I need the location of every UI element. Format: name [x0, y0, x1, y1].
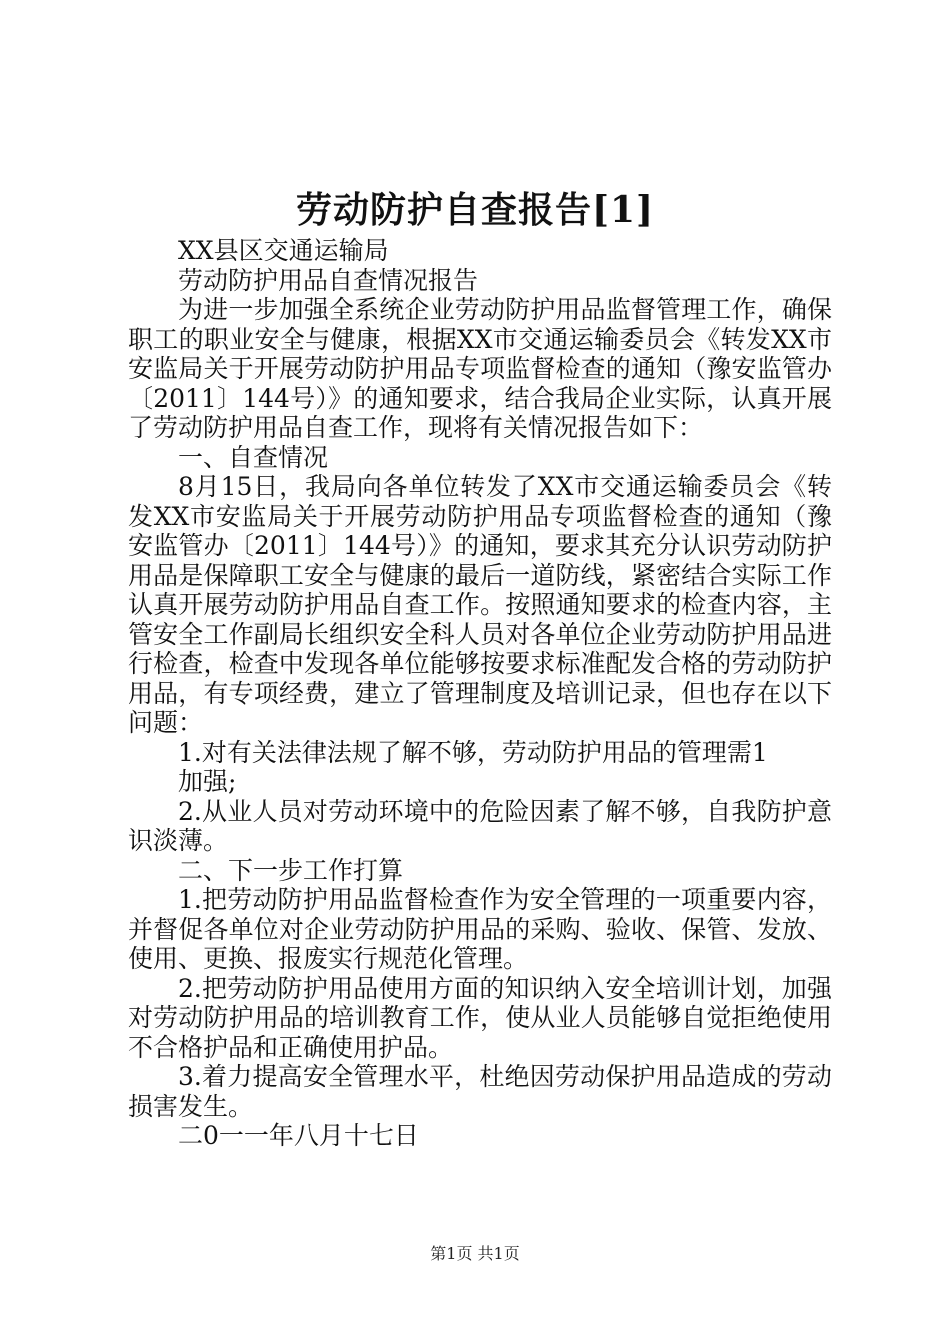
- self-check-paragraph: 8月15日，我局向各单位转发了XX市交通运输委员会《转发XX市安监局关于开展劳动防护用品专项监督检查的通知（豫安监管办〔2011〕144号）》的通知，要求其充分认识劳动防护用品是保障职工安全与健康的最后一道防线，紧密结合实际工作认真开展劳动防护用品自查工作。按照通知要求的检查内容，主管安全工作副局长组织安全科人员对各单位企业劳动防护用品进行检查，检查中发现各单位能够按要求标准配发合格的劳动防护用品，有专项经费，建立了管理制度及培训记录，但也存在以下问题：: [128, 472, 832, 737]
- plan-item-3: 3.着力提高安全管理水平，杜绝因劳动保护用品造成的劳动损害发生。: [128, 1062, 832, 1121]
- issue-item-1-continuation: 加强;: [178, 767, 237, 796]
- plan-item-1: 1.把劳动防护用品监督检查作为安全管理的一项重要内容，并督促各单位对企业劳动防护用品的采购、验收、保管、发放、使用、更换、报废实行规范化管理。: [128, 885, 832, 973]
- page-footer: 第1页 共1页: [430, 1244, 520, 1263]
- issuer-line: XX县区交通运输局: [178, 236, 389, 265]
- intro-paragraph: 为进一步加强全系统企业劳动防护用品监督管理工作，确保职工的职业安全与健康，根据XX市交通运输委员会《转发XX市安监局关于开展劳动防护用品专项监督检查的通知（豫安监管办〔2011〕144号）》的通知要求，结合我局企业实际，认真开展了劳动防护用品自查工作，现将有关情况报告如下：: [128, 295, 832, 442]
- issue-item-2: 2.从业人员对劳动环境中的危险因素了解不够，自我防护意识淡薄。: [128, 796, 832, 855]
- section-heading-self-check: 一、自查情况: [178, 442, 329, 472]
- report-subtitle: 劳动防护用品自查情况报告: [178, 265, 479, 295]
- document-date: 二0一一年八月十七日: [178, 1121, 419, 1150]
- plan-item-2: 2.把劳动防护用品使用方面的知识纳入安全培训计划，加强对劳动防护用品的培训教育工作，使从业人员能够自觉拒绝使用不合格护品和正确使用护品。: [128, 973, 832, 1062]
- section-heading-next-steps: 二、下一步工作打算: [178, 855, 404, 885]
- document-title: 劳动防护自查报告[1]: [295, 189, 655, 231]
- document-body: [128, 236, 832, 1151]
- issue-item-1: 1.对有关法律法规了解不够，劳动防护用品的管理需1: [178, 737, 768, 767]
